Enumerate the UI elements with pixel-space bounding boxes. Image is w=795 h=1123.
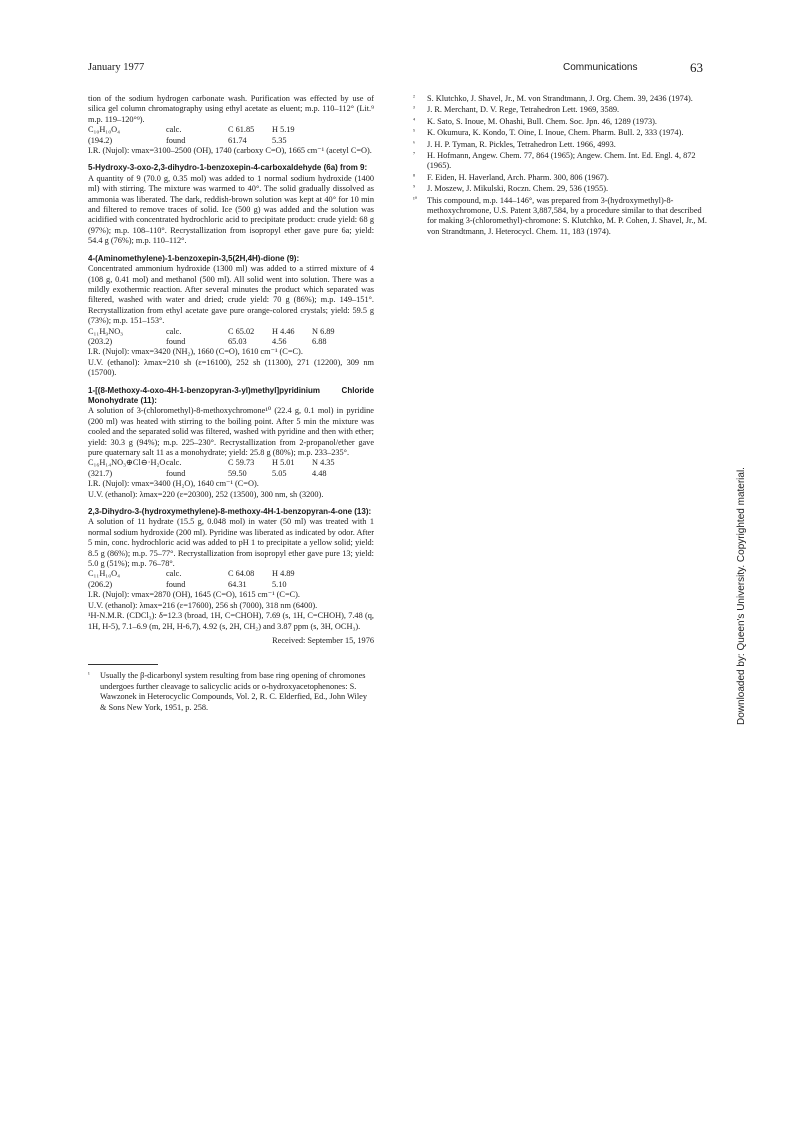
paragraph: I.R. (Nujol): νmax=3420 (NH₂), 1660 (C=O), 1610 cm⁻¹ (C=C).	[88, 347, 303, 357]
analysis-cell: calc.	[166, 125, 182, 135]
analysis-cell: calc.	[166, 569, 182, 579]
footnote-rule	[88, 664, 158, 665]
analysis-row	[88, 136, 374, 146]
analysis-cell: (206.2)	[88, 579, 113, 589]
analysis-cell: H 4.89	[272, 569, 295, 579]
analysis-cell: calc.	[166, 458, 182, 468]
reference-item	[413, 117, 709, 127]
reference-text: F. Eiden, H. Haverland, Arch. Pharm. 300, 806 (1967).	[427, 172, 609, 182]
analysis-cell: 5.05	[272, 468, 287, 478]
analysis-row	[88, 337, 374, 347]
analysis-cell: C₁₆H₁₄NO₃⊕Cl⊖·H₂O	[88, 458, 166, 468]
section-heading: 1-[(8-Methoxy-4-oxo-4H-1-benzopyran-3-yl)methyl]pyridinium Chloride Monohydrate (11):	[88, 385, 374, 405]
reference-item	[413, 151, 709, 172]
reference-text: H. Hofmann, Angew. Chem. 77, 864 (1965); Angew. Chem. Int. Ed. Engl. 4, 872 (1965).	[427, 151, 696, 171]
analysis-cell: C 59.73	[228, 458, 255, 468]
analysis-cell: 5.10	[272, 579, 287, 589]
analysis-cell: calc.	[166, 326, 182, 336]
section-heading: 5-Hydroxy-3-oxo-2,3-dihydro-1-benzoxepin-4-carboxaldehyde (6a) from 9:	[88, 163, 368, 173]
analysis-row	[88, 580, 374, 590]
analysis-cell: 61.74	[228, 135, 247, 145]
reference-number: ⁴	[413, 117, 416, 124]
received-date: Received: September 15, 1976	[272, 635, 374, 645]
reference-number: ⁷	[413, 152, 416, 159]
paragraph: U.V. (ethanol): λmax=220 (ε=20300), 252 (13500), 300 nm, sh (3200).	[88, 489, 324, 499]
analysis-row	[88, 569, 374, 579]
analysis-cell: found	[166, 579, 186, 589]
reference-text: K. Sato, S. Inoue, M. Ohashi, Bull. Chem. Soc. Jpn. 46, 1289 (1973).	[427, 116, 658, 126]
footnote-text: Usually the β-dicarbonyl system resulting from base ring opening of chromones undergoes further cleavage to salicyclic acids or o-hydroxyacetophenones: S. Wawzonek in Heterocyclic Compounds, Vol. 2, R. C. Elderfied, Ed., John Wiley & Sons New York, 1951, p. 258.	[100, 671, 367, 712]
reference-text: J. H. P. Tyman, R. Pickles, Tetrahedron Lett. 1966, 4993.	[427, 139, 616, 149]
reference-text: S. Klutchko, J. Shavel, Jr., M. von Strandtmann, J. Org. Chem. 39, 2436 (1974).	[427, 94, 693, 103]
analysis-row	[88, 469, 374, 479]
analysis-cell	[312, 125, 352, 135]
paragraph: Concentrated ammonium hydroxide (1300 ml) was added to a stirred mixture of 4 (108 g, 0.41 mol) and methanol (500 ml). All solid went into solution. There was a mildly exothermic reaction. After several minutes the product which separated was filtered, washed with water and dried; crude yield: 70 g (86%); m.p. 149–151°. Recrystallization from ethyl acetate gave pure orange-colored crystals; yield: 59.5 g (73%); m.p. 151–153°.	[88, 264, 374, 326]
left-column	[88, 94, 374, 713]
paragraph: A quantity of 9 (70.0 g, 0.35 mol) was added to 1 normal sodium hydroxide (1400 ml) with stirring. The mixture was warmed to 40°. The solid gradually dissolved as ammonia was liberated. The dark, reddish-brown solution was kept at 40° for 10 min and filtered to remove traces of solid. Ice (500 g) was added and the solution was acidified with concentrated hydrochloric acid to precipitate product: crude yield: 68 g (97%); m.p. 108–110°. Recrystallization from isopropyl ether gave pure 6a; yield: 54.4 g (76%); m.p. 110–112°.	[88, 173, 374, 246]
section-heading: 2,3-Dihydro-3-(hydroxymethylene)-8-methoxy-4H-1-benzopyran-4-one (13):	[88, 507, 372, 517]
analysis-cell: C₁₁H₁₀O₄	[88, 569, 120, 579]
analysis-cell: (194.2)	[88, 135, 113, 145]
analysis-row	[88, 327, 374, 337]
analysis-cell: 5.35	[272, 135, 287, 145]
paragraph: tion of the sodium hydrogen carbonate wash. Purification was effected by use of silica gel column chromatography using ethyl acetate as eluent; m.p. 110–112° (Lit.⁹ m.p. 119–120°⁹).	[88, 94, 374, 124]
reference-number: ⁹	[413, 185, 416, 192]
analysis-cell: C 65.02	[228, 326, 255, 336]
paragraph: I.R. (Nujol): νmax=3400 (H₂O), 1640 cm⁻¹ (C=O).	[88, 479, 259, 489]
paragraph: U.V. (ethanol): λmax=216 (ε=17600), 256 sh (7000), 318 nm (6400).	[88, 600, 318, 610]
reference-text: This compound, m.p. 144–146°, was prepared from 3-(hydroxymethyl)-8-methoxychromone, U.S. Patent 3,887,584, by a procedure similar to that described for making 3-(chloromethyl)-chromone: S. Klutchko, M. P. Cohen, J. Shavel, Jr., M. von Strandtmann, J. Heterocycl. Chem. 11, 183 (1974).	[427, 195, 707, 236]
analysis-cell	[312, 569, 352, 579]
paragraph: A solution of 3-(chloromethyl)-8-methoxychromone¹⁰ (22.4 g, 0.1 mol) in pyridine (200 ml) was heated with stirring to the boiling point. After 5 min the mixture was cooled and the separated solid was filtered, washed with pyridine and then with ether; yield: 30.3 g (94%); m.p. 225–230°. Recrystallization from 2-propanol/ether gave pure quaternary salt 11 as a monohydrate; yield: 25.8 g (80%); m.p. 233–235°.	[88, 406, 374, 457]
analysis-cell: C₁₁H₉NO₃	[88, 326, 124, 336]
footnote	[88, 671, 374, 713]
analysis-cell: 4.48	[312, 468, 327, 478]
analysis-cell: H 5.19	[272, 125, 295, 135]
reference-item	[413, 140, 709, 150]
analysis-cell: (203.2)	[88, 336, 113, 346]
reference-item	[413, 94, 709, 104]
analysis-cell: found	[166, 468, 186, 478]
analysis-cell: found	[166, 336, 186, 346]
analysis-row	[88, 458, 374, 468]
paragraph: I.R. (Nujol): νmax=2870 (OH), 1645 (C=O), 1615 cm⁻¹ (C=C).	[88, 590, 301, 600]
analysis-cell: N 6.89	[312, 326, 335, 336]
reference-text: K. Okumura, K. Kondo, T. Oine, I. Inoue, Chem. Pharm. Bull. 2, 333 (1974).	[427, 128, 684, 138]
reference-text: J. R. Merchant, D. V. Rege, Tetrahedron Lett. 1969, 3589.	[427, 105, 620, 115]
reference-number: ³	[413, 106, 415, 113]
paragraph: A solution of 11 hydrate (15.5 g, 0.048 mol) in water (50 ml) was treated with 1 normal sodium hydroxide (200 ml). Pyridine was liberated as indicated by odor. After 5 min, conc. hydrochloric acid was added to pH 1 to precipitate a yellow solid; yield: 8.5 g (86%); m.p. 75–77°. Recrystallization from isopropyl ether gave pure 13; yield: 5.0 g (51%); m.p. 76–78°.	[88, 517, 374, 569]
paragraph: I.R. (Nujol): νmax=3100–2500 (OH), 1740 (carboxy C=O), 1665 cm⁻¹ (acetyl C=O).	[88, 146, 372, 156]
analysis-cell: H 4.46	[272, 326, 295, 336]
analysis-cell: C 64.08	[228, 569, 255, 579]
running-header-date: January 1977	[88, 62, 145, 73]
footnote-number: ¹	[88, 672, 90, 679]
reference-number: ⁵	[413, 129, 416, 136]
reference-item	[413, 105, 709, 115]
paragraph: ¹H-N.M.R. (CDCl₃): δ=12.3 (broad, 1H, C=CHOH), 7.69 (s, 1H, C=CHOH), 7.48 (q, 1H, H-5), 7.1–6.9 (m, 2H, H-6,7), 4.92 (s, 2H, CH₂) and 3.87 ppm (s, 3H, OCH₃).	[88, 611, 374, 631]
reference-item	[413, 196, 709, 238]
reference-item	[413, 173, 709, 183]
reference-number: ⁸	[413, 173, 416, 180]
analysis-cell: 59.50	[228, 468, 247, 478]
analysis-cell	[312, 580, 352, 590]
reference-item	[413, 184, 709, 194]
analysis-cell: H 5.01	[272, 458, 295, 468]
analysis-cell: C₁₀H₁₀O₄	[88, 125, 120, 135]
page-number: 63	[690, 60, 703, 75]
reference-number: ⁶	[413, 140, 416, 147]
download-watermark: Downloaded by: Queen's University. Copyrighted material.	[736, 467, 747, 725]
section-heading: 4-(Aminomethylene)-1-benzoxepin-3,5(2H,4H)-dione (9):	[88, 253, 300, 263]
reference-item	[413, 128, 709, 138]
running-header-section: Communications	[563, 62, 638, 73]
analysis-cell	[312, 136, 352, 146]
analysis-cell: C 61.85	[228, 125, 255, 135]
analysis-cell: N 4.35	[312, 458, 335, 468]
right-column	[413, 94, 709, 238]
analysis-row	[88, 125, 374, 135]
analysis-cell: 64.31	[228, 579, 247, 589]
analysis-cell: (321.7)	[88, 468, 113, 478]
paragraph: U.V. (ethanol): λmax=210 sh (ε=16100), 252 sh (11300), 271 (12200), 309 nm (15700).	[88, 357, 374, 378]
reference-number: ²	[413, 95, 415, 101]
reference-number: ¹⁰	[413, 196, 418, 203]
analysis-cell: 4.56	[272, 336, 287, 346]
reference-text: J. Moszew, J. Mikulski, Roczn. Chem. 29, 536 (1955).	[427, 184, 609, 194]
analysis-cell: found	[166, 135, 186, 145]
analysis-cell: 65.03	[228, 336, 247, 346]
analysis-cell: 6.88	[312, 336, 327, 346]
